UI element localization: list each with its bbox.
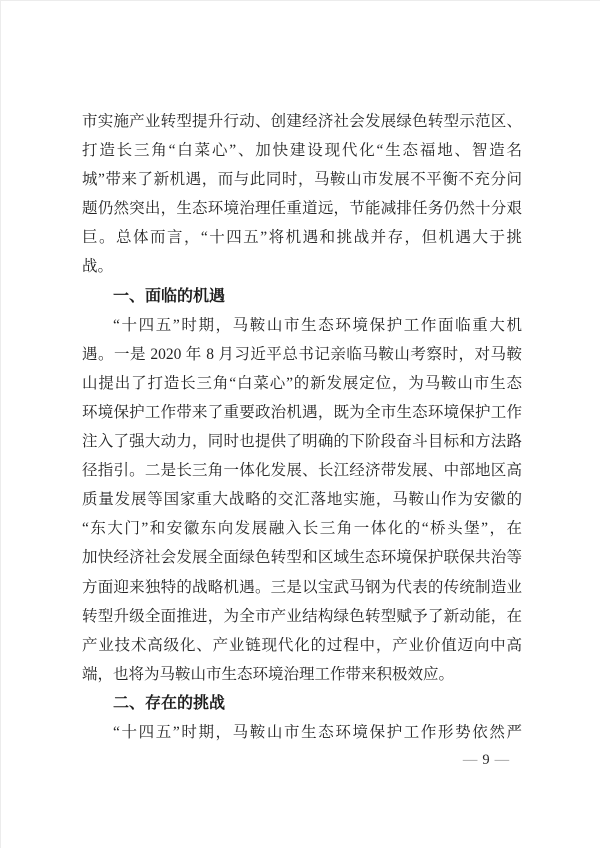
page-number bbox=[441, 750, 531, 770]
text-line: 转型升级全面推进，为全市产业结构绿色转型赋予了新动能，在 bbox=[82, 607, 522, 625]
text-line: “十四五”时期，马鞍山市生态环境保护工作面临重大机 bbox=[113, 316, 522, 334]
text-line: 环境保护工作带来了重要政治机遇，既为全市生态环境保护工作 bbox=[82, 403, 522, 421]
text-line: 打造长三角“白菜心”、加快建设现代化“生态福地、智造名 bbox=[82, 142, 522, 160]
page-number-dash-left: — bbox=[462, 752, 478, 768]
page-number-value: 9 bbox=[482, 752, 490, 768]
page-number-dash-right: — bbox=[494, 752, 510, 768]
text-line: “东大门”和安徽东向发展融入长三角一体化的“桥头堡”，在 bbox=[82, 520, 522, 538]
text-line: 遇。一是 2020 年 8 月习近平总书记亲临马鞍山考察时，对马鞍 bbox=[82, 345, 522, 363]
text-line: 方面迎来独特的战略机遇。三是以宝武马钢为代表的传统制造业 bbox=[82, 578, 522, 596]
text-line: 山提出了打造长三角“白菜心”的新发展定位，为马鞍山市生态 bbox=[82, 374, 522, 392]
text-line: 产业技术高级化、产业链现代化的过程中，产业价值迈向中高 bbox=[82, 636, 522, 654]
text-line: 城”带来了新机遇，而与此同时，马鞍山市发展不平衡不充分问 bbox=[82, 171, 522, 189]
text-line: 加快经济社会发展全面绿色转型和区域生态环境保护联保共治等 bbox=[82, 549, 522, 567]
text-line: 题仍然突出，生态环境治理任重道远，节能减排任务仍然十分艰 bbox=[82, 200, 522, 218]
text-line: 注入了强大动力，同时也提供了明确的下阶段奋斗目标和方法路 bbox=[82, 433, 522, 451]
section-heading-challenges: 二、存在的挑战 bbox=[113, 694, 226, 712]
text-line: 战。 bbox=[82, 258, 114, 276]
section-heading-opportunities: 一、面临的机遇 bbox=[113, 287, 226, 305]
text-line: 端，也将为马鞍山市生态环境治理工作带来积极效应。 bbox=[82, 665, 455, 683]
text-line: 质量发展等国家重大战略的交汇落地实施，马鞍山作为安徽的 bbox=[82, 491, 522, 509]
text-line: 市实施产业转型提升行动、创建经济社会发展绿色转型示范区、 bbox=[82, 113, 522, 130]
text-line: 径指引。二是长三角一体化发展、长江经济带发展、中部地区高 bbox=[82, 462, 522, 480]
text-line: 巨。总体而言，“十四五”将机遇和挑战并存，但机遇大于挑 bbox=[82, 229, 522, 247]
document-body bbox=[82, 107, 522, 747]
text-line: “十四五”时期，马鞍山市生态环境保护工作形势依然严 bbox=[113, 723, 522, 741]
